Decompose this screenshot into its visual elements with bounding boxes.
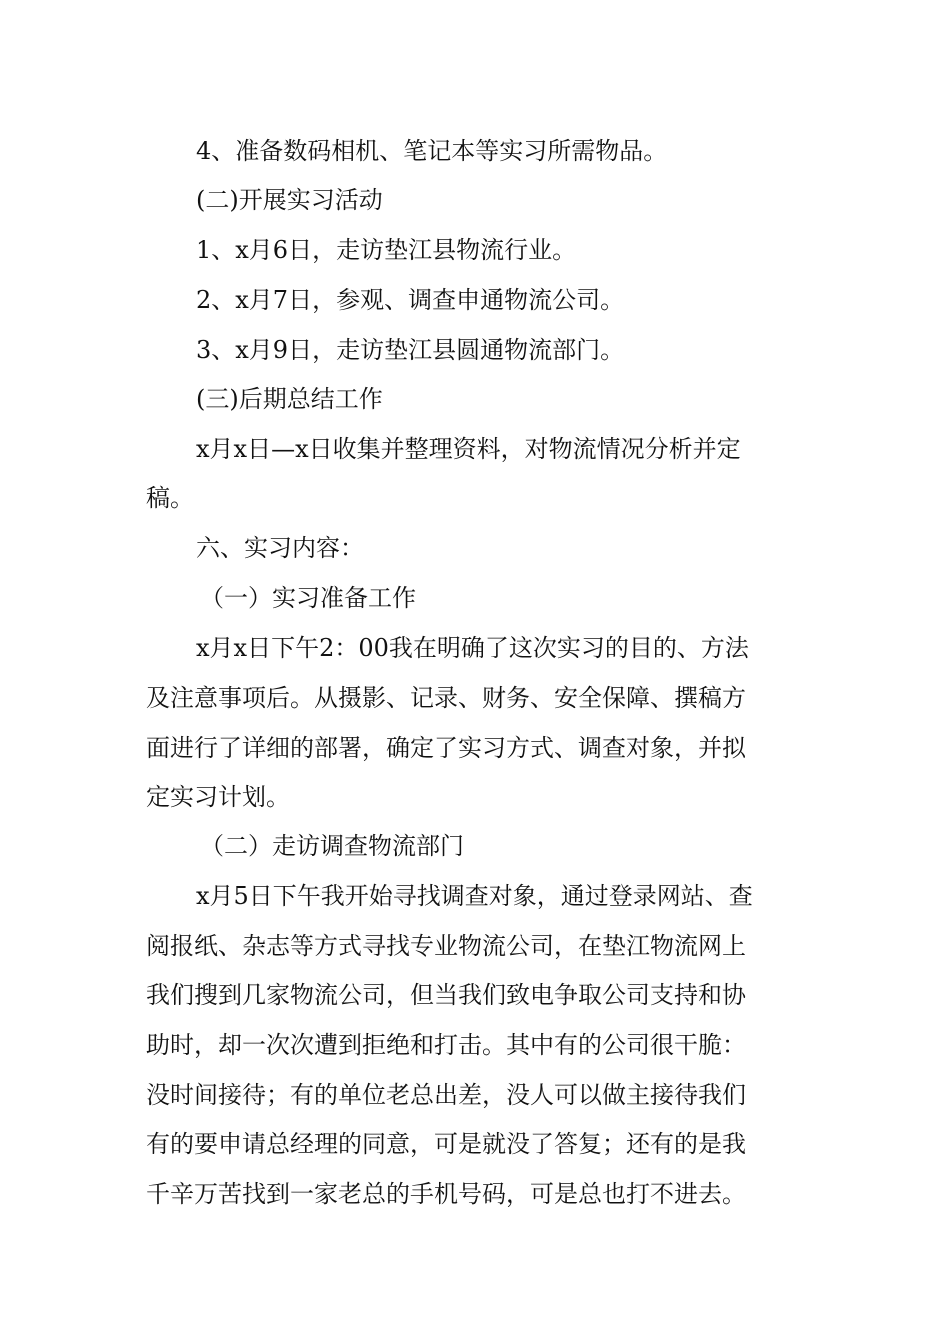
section-heading-activities: (二)开展实习活动 [196,186,383,214]
section-heading-preparation: （一）实习准备工作 [200,584,416,612]
paragraph-preparation-line-2: 及注意事项后。从摄影、记录、财务、安全保障、撰稿方 [146,684,746,712]
list-item-activity-3: 3、x月9日，走访垫江县圆通物流部门。 [196,336,625,364]
list-item-activity-1: 1、x月6日，走访垫江县物流行业。 [196,236,577,264]
chapter-heading-content: 六、实习内容： [196,534,364,562]
paragraph-visits-line-5: 没时间接待；有的单位老总出差，没人可以做主接待我们 [146,1081,746,1109]
paragraph-summary-line-1: x月x日—x日收集并整理资料，对物流情况分析并定 [196,435,741,463]
paragraph-preparation-line-4: 定实习计划。 [146,783,290,811]
paragraph-visits-line-3: 我们搜到几家物流公司，但当我们致电争取公司支持和协 [146,981,746,1009]
paragraph-visits-line-6: 有的要申请总经理的同意，可是就没了答复；还有的是我 [146,1130,746,1158]
list-item-activity-2: 2、x月7日，参观、调查申通物流公司。 [196,286,625,314]
paragraph-summary-line-2: 稿。 [146,484,194,512]
section-heading-summary: (三)后期总结工作 [196,385,383,413]
section-heading-visits: （二）走访调查物流部门 [200,832,464,860]
paragraph-visits-line-1: x月5日下午我开始寻找调查对象，通过登录网站、查 [196,882,753,910]
paragraph-visits-line-2: 阅报纸、杂志等方式寻找专业物流公司，在垫江物流网上 [146,932,746,960]
paragraph-preparation-line-1: x月x日下午2：00我在明确了这次实习的目的、方法 [196,634,749,662]
paragraph-preparation-line-3: 面进行了详细的部署，确定了实习方式、调查对象，并拟 [146,734,746,762]
list-item-prep-4: 4、准备数码相机、笔记本等实习所需物品。 [196,137,668,165]
paragraph-visits-line-7: 千辛万苦找到一家老总的手机号码，可是总也打不进去。 [146,1180,746,1208]
paragraph-visits-line-4: 助时，却一次次遭到拒绝和打击。其中有的公司很干脆： [146,1031,746,1059]
